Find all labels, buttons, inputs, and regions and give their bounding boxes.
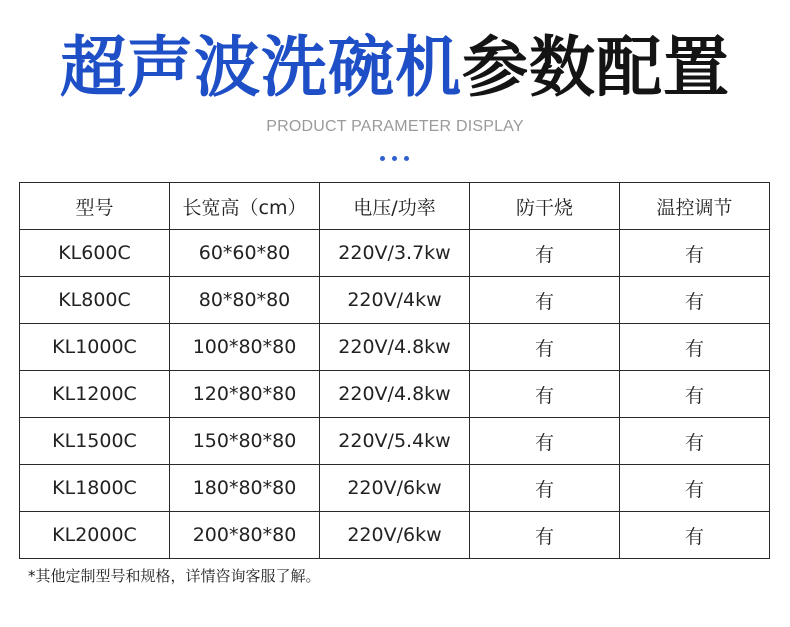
cell-temperature-control: 有 bbox=[620, 324, 770, 371]
cell-voltage-power: 220V/6kw bbox=[320, 465, 470, 512]
cell-dry-burn-protection: 有 bbox=[470, 512, 620, 559]
cell-model: KL1800C bbox=[20, 465, 170, 512]
table-row bbox=[20, 465, 770, 512]
page-title bbox=[0, 30, 790, 106]
cell-dry-burn-protection: 有 bbox=[470, 277, 620, 324]
cell-temperature-control: 有 bbox=[620, 230, 770, 277]
cell-model: KL2000C bbox=[20, 512, 170, 559]
footnote: *其他定制型号和规格，详情咨询客服了解。 bbox=[28, 567, 321, 585]
cell-dry-burn-protection: 有 bbox=[470, 230, 620, 277]
cell-model: KL1500C bbox=[20, 418, 170, 465]
cell-voltage-power: 220V/3.7kw bbox=[320, 230, 470, 277]
header-dimensions: 长宽高（cm） bbox=[170, 183, 320, 230]
table-header-row bbox=[20, 183, 770, 230]
decorative-dots bbox=[380, 156, 410, 162]
cell-voltage-power: 220V/5.4kw bbox=[320, 418, 470, 465]
page-subtitle: PRODUCT PARAMETER DISPLAY bbox=[266, 118, 524, 135]
table-row bbox=[20, 512, 770, 559]
dot-icon bbox=[392, 156, 397, 161]
cell-dry-burn-protection: 有 bbox=[470, 465, 620, 512]
cell-temperature-control: 有 bbox=[620, 371, 770, 418]
cell-voltage-power: 220V/6kw bbox=[320, 512, 470, 559]
header-dry-burn-protection: 防干烧 bbox=[470, 183, 620, 230]
parameter-table bbox=[19, 182, 770, 559]
cell-temperature-control: 有 bbox=[620, 418, 770, 465]
cell-dimensions: 180*80*80 bbox=[170, 465, 320, 512]
cell-voltage-power: 220V/4kw bbox=[320, 277, 470, 324]
table-row bbox=[20, 230, 770, 277]
cell-voltage-power: 220V/4.8kw bbox=[320, 371, 470, 418]
table-row bbox=[20, 418, 770, 465]
cell-dimensions: 120*80*80 bbox=[170, 371, 320, 418]
cell-dry-burn-protection: 有 bbox=[470, 371, 620, 418]
cell-dry-burn-protection: 有 bbox=[470, 324, 620, 371]
cell-temperature-control: 有 bbox=[620, 277, 770, 324]
cell-dimensions: 100*80*80 bbox=[170, 324, 320, 371]
cell-temperature-control: 有 bbox=[620, 465, 770, 512]
table-row bbox=[20, 277, 770, 324]
page-title-suffix: 参数配置 bbox=[462, 29, 730, 106]
cell-dimensions: 80*80*80 bbox=[170, 277, 320, 324]
table-row bbox=[20, 371, 770, 418]
dot-icon bbox=[380, 156, 385, 161]
cell-model: KL1200C bbox=[20, 371, 170, 418]
cell-dry-burn-protection: 有 bbox=[470, 418, 620, 465]
cell-dimensions: 200*80*80 bbox=[170, 512, 320, 559]
cell-temperature-control: 有 bbox=[620, 512, 770, 559]
header-temperature-control: 温控调节 bbox=[620, 183, 770, 230]
cell-model: KL800C bbox=[20, 277, 170, 324]
cell-voltage-power: 220V/4.8kw bbox=[320, 324, 470, 371]
table-row bbox=[20, 324, 770, 371]
cell-dimensions: 60*60*80 bbox=[170, 230, 320, 277]
header-voltage-power: 电压/功率 bbox=[320, 183, 470, 230]
cell-dimensions: 150*80*80 bbox=[170, 418, 320, 465]
dot-icon bbox=[404, 156, 409, 161]
header-model: 型号 bbox=[20, 183, 170, 230]
cell-model: KL1000C bbox=[20, 324, 170, 371]
cell-model: KL600C bbox=[20, 230, 170, 277]
page-title-highlight: 超声波洗碗机 bbox=[60, 29, 462, 106]
